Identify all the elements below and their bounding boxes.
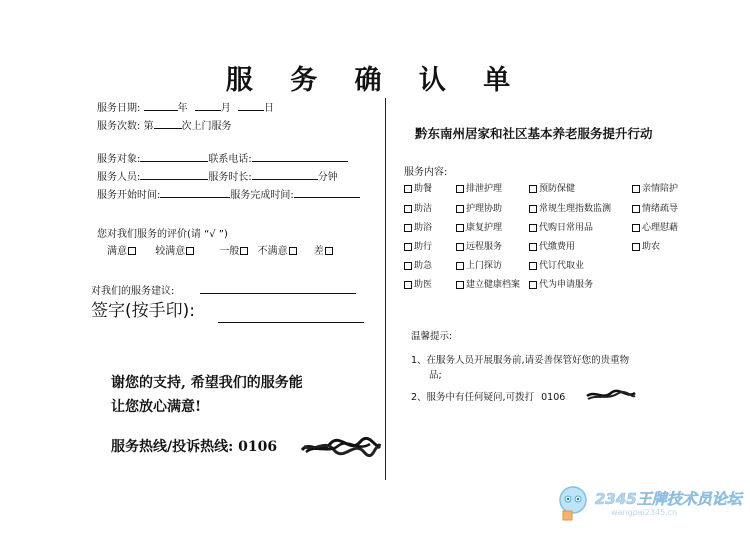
mascot-logo-icon <box>555 484 591 524</box>
staff-blank[interactable] <box>140 170 208 180</box>
hotline-number: 0106 <box>238 439 278 455</box>
service-object-row <box>97 150 348 165</box>
service-item[interactable]: 代订代取业 <box>529 258 584 271</box>
notice-hotline-number: 0106 <box>541 392 566 403</box>
service-item[interactable]: 护理协助 <box>456 201 502 214</box>
evaluation-prompt: 您对我们服务的评价(请 “√ ”) <box>97 229 228 240</box>
notice-item-1: 1、在服务人员开展服务前,请妥善保管好您的贵重物 <box>411 355 630 366</box>
service-item[interactable]: 助农 <box>632 239 660 252</box>
rating-option[interactable]: 不满意 <box>258 246 297 257</box>
service-staff-row <box>97 168 338 183</box>
hotline-label: 服务热线/投诉热线: <box>111 439 234 455</box>
service-item[interactable]: 排泄护理 <box>456 181 502 194</box>
service-time-row <box>97 186 360 201</box>
service-item[interactable]: 助急 <box>404 258 432 271</box>
thanks-line-2: 让您放心满意! <box>111 399 202 415</box>
duration-label: 服务时长: <box>208 172 252 183</box>
staff-label: 服务人员: <box>97 172 141 183</box>
service-item[interactable]: 上门探访 <box>456 258 502 271</box>
service-item[interactable]: 心理慰藉 <box>632 220 678 233</box>
service-item[interactable]: 常规生理指数监测 <box>529 201 611 214</box>
watermark-main-text: 2345王牌技术员论坛 <box>595 490 742 508</box>
service-content-label: 服务内容: <box>404 167 448 178</box>
day-label: 日 <box>263 103 274 114</box>
thanks-line-1: 谢您的支持, 希望我们的服务能 <box>111 375 303 391</box>
hotline-row <box>111 436 277 456</box>
service-times-row <box>97 117 232 132</box>
start-label: 服务开始时间: <box>97 190 161 201</box>
service-item[interactable]: 情绪疏导 <box>632 201 678 214</box>
service-item[interactable]: 代购日常用品 <box>529 220 593 233</box>
rating-option[interactable]: 一般 <box>219 246 248 257</box>
service-item[interactable]: 助浴 <box>404 220 432 233</box>
signature-line[interactable] <box>218 322 364 323</box>
service-item[interactable]: 助行 <box>404 239 432 252</box>
month-label: 月 <box>220 103 231 114</box>
redaction-scribble <box>300 436 382 458</box>
page-title: 服 务 确 认 单 <box>225 65 525 96</box>
service-item[interactable]: 预防保健 <box>529 181 575 194</box>
phone-blank[interactable] <box>252 152 348 162</box>
service-item[interactable]: 助洁 <box>404 201 432 214</box>
duration-blank[interactable] <box>252 170 318 180</box>
service-item[interactable]: 远程服务 <box>456 239 502 252</box>
rating-option[interactable]: 差 <box>314 246 333 257</box>
object-blank[interactable] <box>140 152 208 162</box>
service-item[interactable]: 建立健康档案 <box>456 277 520 290</box>
rating-row <box>107 242 333 257</box>
day-blank[interactable] <box>238 101 264 111</box>
service-item[interactable]: 康复护理 <box>456 220 502 233</box>
notice-label: 温馨提示: <box>411 331 453 342</box>
phone-label: 联系电话: <box>208 154 252 165</box>
start-blank[interactable] <box>160 188 230 198</box>
end-blank[interactable] <box>294 188 360 198</box>
month-blank[interactable] <box>195 101 221 111</box>
service-item[interactable]: 助医 <box>404 277 432 290</box>
rating-checkbox <box>128 247 136 255</box>
date-label: 服务日期: <box>97 103 141 114</box>
times-suffix: 次上门服务 <box>181 121 232 132</box>
vertical-divider <box>385 98 386 480</box>
object-label: 服务对象: <box>97 154 141 165</box>
rating-option[interactable]: 较满意 <box>155 246 194 257</box>
notice-item-2: 2、服务中有任何疑问,可拨打 0106 <box>411 392 566 403</box>
times-label: 服务次数: <box>97 121 141 132</box>
watermark-sub-text: wangpai2345.cn <box>611 508 678 517</box>
suggestion-label: 对我们的服务建议: <box>91 286 175 297</box>
service-item[interactable]: 亲情陪护 <box>632 181 678 194</box>
year-blank[interactable] <box>144 101 178 111</box>
rating-checkbox <box>186 247 194 255</box>
rating-option[interactable]: 满意 <box>107 246 136 257</box>
rating-checkbox <box>240 247 248 255</box>
service-item[interactable]: 代为申请服务 <box>529 277 593 290</box>
service-item[interactable]: 助餐 <box>404 181 432 194</box>
notice-item-1-cont: 品; <box>429 370 442 381</box>
end-label: 服务完成时间: <box>230 190 294 201</box>
year-label: 年 <box>177 103 188 114</box>
times-prefix: 第 <box>143 121 154 132</box>
times-blank[interactable] <box>154 119 182 129</box>
duration-unit: 分钟 <box>317 172 338 183</box>
redaction-scribble <box>585 388 637 402</box>
service-date-row <box>97 99 274 114</box>
suggestion-row <box>91 282 356 297</box>
signature-label: 签字(按手印): <box>91 301 195 321</box>
right-heading: 黔东南州居家和社区基本养老服务提升行动 <box>415 126 653 141</box>
rating-checkbox <box>325 247 333 255</box>
suggestion-blank[interactable] <box>200 284 356 294</box>
rating-checkbox <box>289 247 297 255</box>
service-item[interactable]: 代缴费用 <box>529 239 575 252</box>
